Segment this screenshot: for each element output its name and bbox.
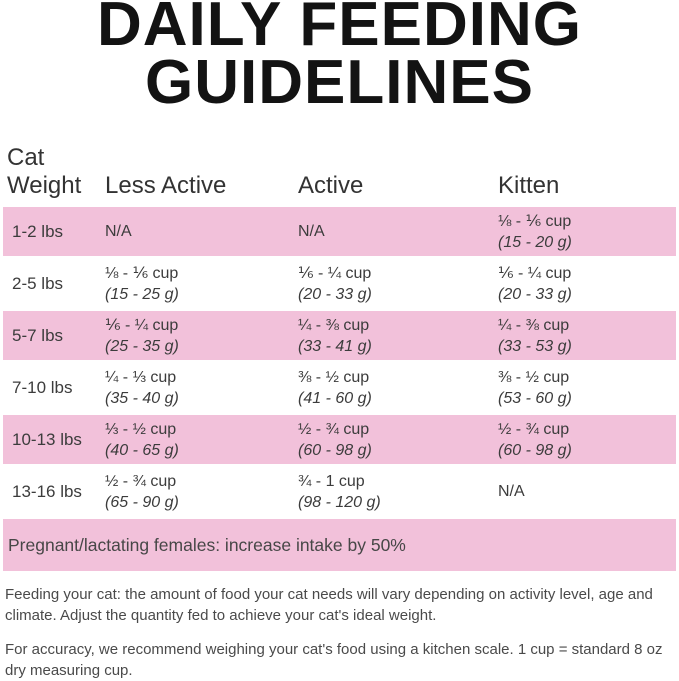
kitten-cell: N/A [498,483,525,500]
table-header [3,144,676,200]
footer-accuracy-note: For accuracy, we recommend weighing your cat's food using a kitchen scale. 1 cup = standard 8 oz dry measuring cup. [5,641,663,679]
kitten-cell: ⅛ - ⅙ cup (15 - 20 g) [498,212,572,251]
header-cat-weight [3,144,105,200]
less-active-cell: N/A [105,223,132,240]
active-cell: ½ - ¾ cup (60 - 98 g) [298,420,372,459]
table-row-5-7-lbs [3,311,676,360]
less-active-cell: ⅓ - ½ cup (40 - 65 g) [105,420,179,459]
less-active-cell: ⅙ - ¼ cup (25 - 35 g) [105,316,179,355]
table-row-2-5-lbs [3,259,676,308]
pregnant-lactating-note: Pregnant/lactating females: increase intake by 50% [3,519,676,571]
kitten-cell: ⅙ - ¼ cup (20 - 33 g) [498,264,572,303]
header-active: Active [298,172,364,199]
active-cell: ¼ - ⅜ cup (33 - 41 g) [298,316,372,355]
less-active-cell: ¼ - ⅓ cup (35 - 40 g) [105,368,179,407]
kitten-cell: ¼ - ⅜ cup (33 - 53 g) [498,316,572,355]
header-less-active: Less Active [105,172,227,199]
active-cell: ¾ - 1 cup (98 - 120 g) [298,472,381,511]
table-row-10-13-lbs [3,415,676,464]
page-title-line2: GUIDELINES [145,48,534,117]
active-cell: ⅜ - ½ cup (41 - 60 g) [298,368,372,407]
header-kitten: Kitten [498,172,560,199]
weight-label: 10-13 lbs [12,430,82,449]
active-cell: ⅙ - ¼ cup (20 - 33 g) [298,264,372,303]
weight-label: 13-16 lbs [12,482,82,501]
table-row-13-16-lbs [3,467,676,516]
less-active-cell: ⅛ - ⅙ cup (15 - 25 g) [105,264,179,303]
weight-label: 7-10 lbs [12,378,73,397]
table-row-1-2-lbs [3,207,676,256]
page-title [0,0,679,117]
kitten-cell: ⅜ - ½ cup (53 - 60 g) [498,368,572,407]
kitten-cell: ½ - ¾ cup (60 - 98 g) [498,420,572,459]
weight-label: 2-5 lbs [12,274,64,293]
table-row-7-10-lbs [3,363,676,412]
less-active-cell: ½ - ¾ cup (65 - 90 g) [105,472,179,511]
weight-label: 5-7 lbs [12,326,64,345]
active-cell: N/A [298,223,325,240]
page-title-line1: DAILY FEEDING [97,0,582,59]
header-cat-weight-line1: Cat [7,144,45,171]
header-cat-weight-line2: Weight [7,172,82,199]
table-body [0,207,679,571]
weight-label: 1-2 lbs [12,222,64,241]
footer-feeding-note: Feeding your cat: the amount of food your cat needs will vary depending on activity level, age and climate. Adjust the quantity fed to achieve your cat's ideal weight. [5,586,653,624]
